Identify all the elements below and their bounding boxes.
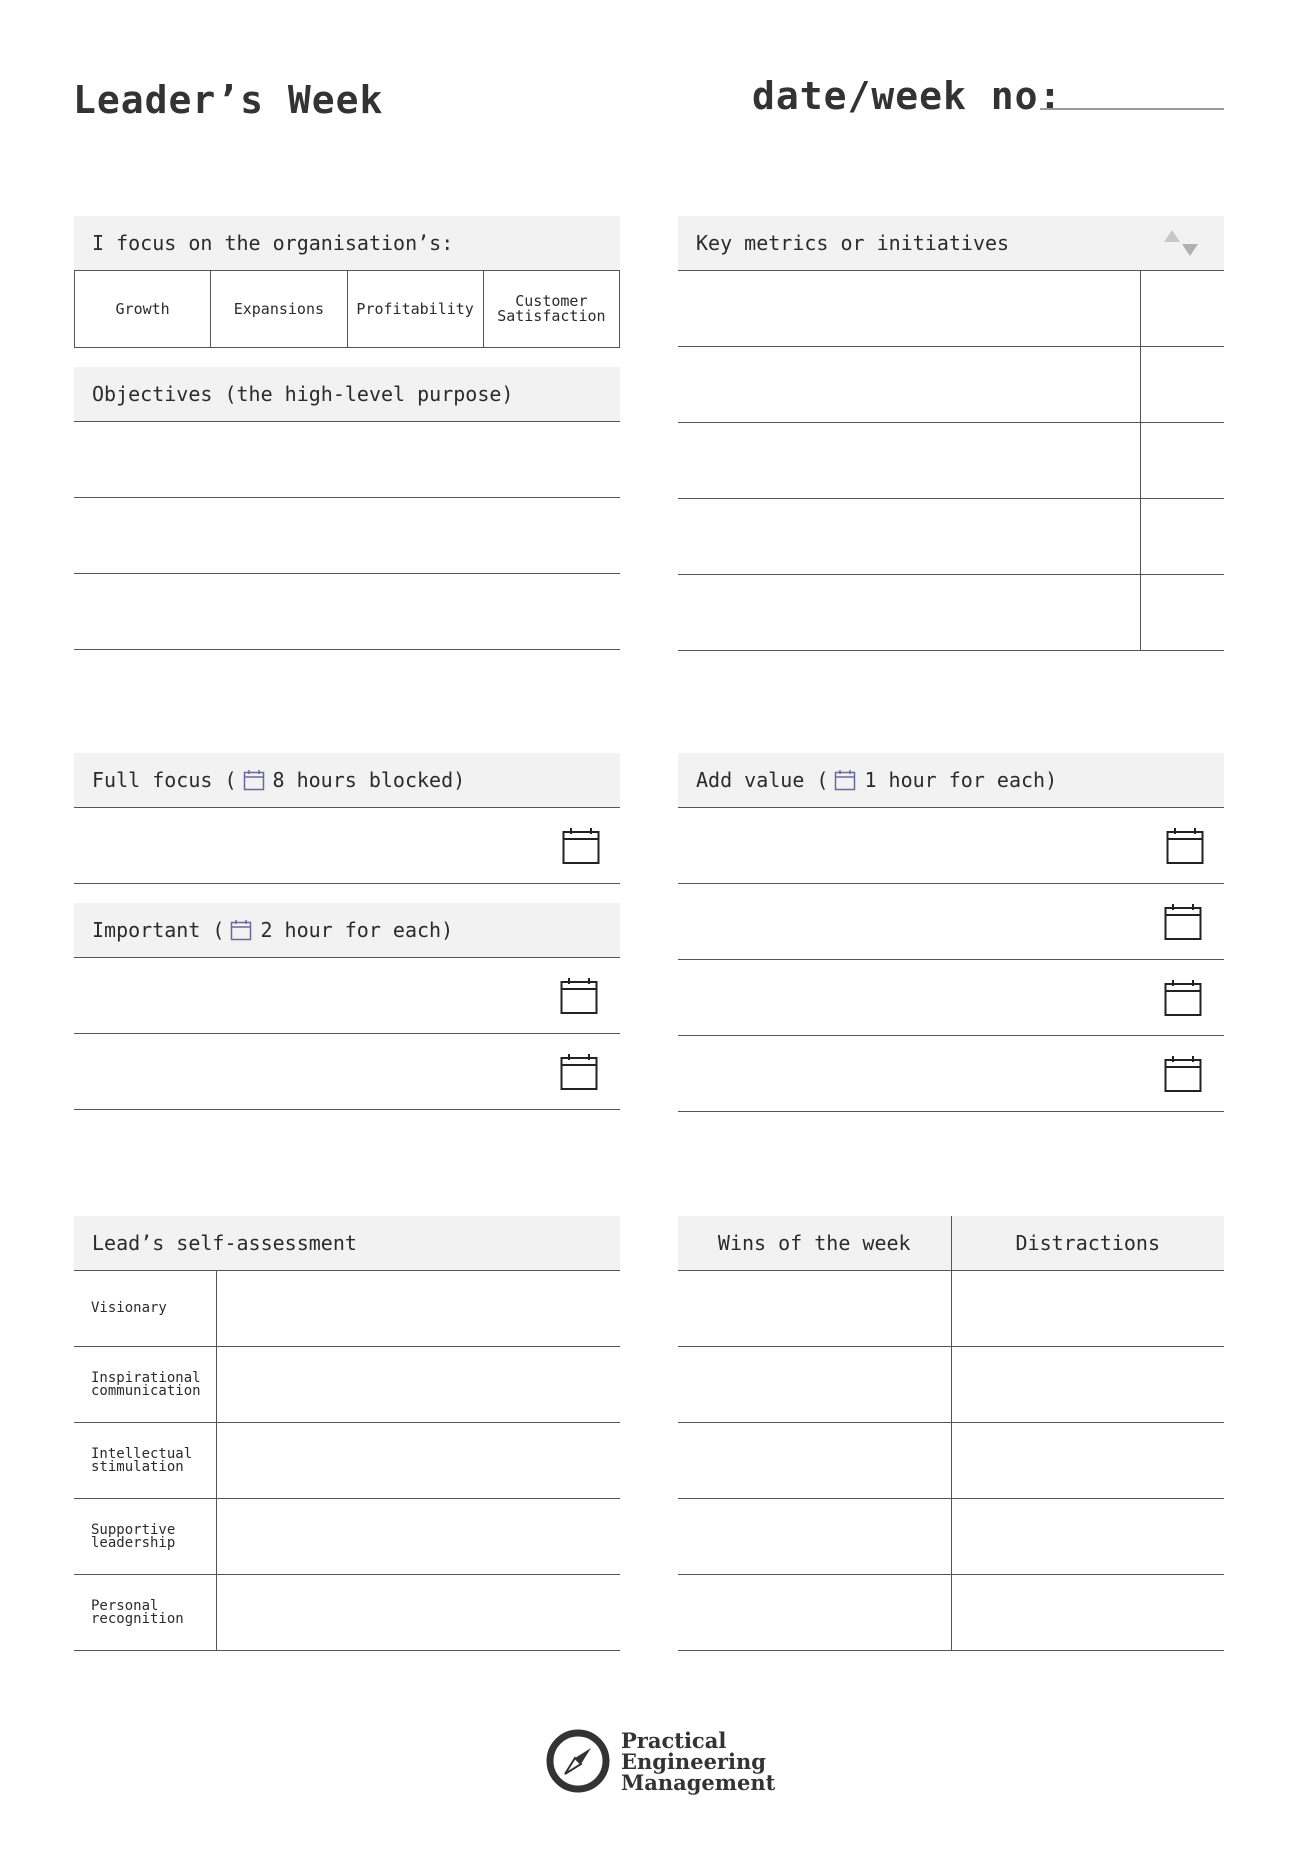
distraction-cell[interactable] — [952, 1347, 1225, 1422]
self-assessment-section — [74, 1216, 620, 1651]
wins-distractions-row — [678, 1499, 1224, 1575]
page-title: Leader’s Week — [73, 78, 384, 122]
metrics-section — [678, 216, 1224, 651]
metrics-heading: Key metrics or initiatives — [678, 216, 1224, 271]
calendar-icon[interactable] — [560, 977, 598, 1015]
focus-heading: I focus on the organisation’s: — [74, 216, 620, 271]
important-section — [74, 903, 620, 1110]
focus-section — [74, 216, 620, 348]
add-value-row[interactable] — [678, 808, 1224, 884]
focus-area-expansions[interactable]: Expansions — [211, 271, 347, 347]
footer-logo — [545, 1728, 775, 1794]
self-assessment-value[interactable] — [217, 1271, 620, 1346]
full-focus-section — [74, 753, 620, 884]
objectives-heading: Objectives (the high-level purpose) — [74, 367, 620, 422]
focus-area-growth[interactable]: Growth — [75, 271, 211, 347]
self-assessment-value[interactable] — [217, 1423, 620, 1498]
self-assessment-row — [74, 1499, 620, 1575]
add-value-row[interactable] — [678, 960, 1224, 1036]
metric-row[interactable] — [678, 423, 1224, 499]
self-assessment-row — [74, 1423, 620, 1499]
distractions-heading: Distractions — [1015, 1231, 1160, 1255]
self-assessment-label: Visionary — [74, 1271, 217, 1346]
metric-row[interactable] — [678, 499, 1224, 575]
self-assessment-row — [74, 1271, 620, 1347]
self-assessment-label: Supportive leadership — [74, 1499, 217, 1574]
full-focus-row[interactable] — [74, 808, 620, 884]
metric-row[interactable] — [678, 575, 1224, 651]
self-assessment-label: Personal recognition — [74, 1575, 217, 1650]
calendar-icon[interactable] — [562, 827, 600, 865]
calendar-icon[interactable] — [1164, 903, 1202, 941]
win-cell[interactable] — [678, 1575, 952, 1650]
self-assessment-label: Inspirational communication — [74, 1347, 217, 1422]
add-value-section — [678, 753, 1224, 1112]
wins-distractions-row — [678, 1347, 1224, 1423]
objective-row[interactable] — [74, 498, 620, 574]
self-assessment-label: Intellectual stimulation — [74, 1423, 217, 1498]
objectives-section — [74, 367, 620, 650]
calendar-icon — [230, 919, 252, 941]
calendar-icon[interactable] — [1164, 1055, 1202, 1093]
win-cell[interactable] — [678, 1347, 952, 1422]
calendar-icon[interactable] — [560, 1053, 598, 1091]
win-cell[interactable] — [678, 1423, 952, 1498]
add-value-heading: Add value ( 1 hour for each) — [678, 753, 1224, 808]
win-cell[interactable] — [678, 1271, 952, 1346]
self-assessment-row — [74, 1347, 620, 1423]
self-assessment-value[interactable] — [217, 1575, 620, 1650]
objective-row[interactable] — [74, 422, 620, 498]
metric-row[interactable] — [678, 271, 1224, 347]
add-value-row[interactable] — [678, 884, 1224, 960]
important-row[interactable] — [74, 1034, 620, 1110]
wins-distractions-section — [678, 1216, 1224, 1651]
distraction-cell[interactable] — [952, 1499, 1225, 1574]
sort-arrows-icon[interactable] — [1162, 228, 1202, 260]
focus-area-customer-satisfaction[interactable]: Customer Satisfaction — [497, 292, 606, 325]
focus-areas — [74, 271, 620, 348]
wins-distractions-header — [678, 1216, 1224, 1271]
self-assessment-heading: Lead’s self-assessment — [74, 1216, 620, 1271]
important-heading: Important ( 2 hour for each) — [74, 903, 620, 958]
important-row[interactable] — [74, 958, 620, 1034]
self-assessment-value[interactable] — [217, 1347, 620, 1422]
compass-icon — [545, 1728, 611, 1794]
objective-row[interactable] — [74, 574, 620, 650]
wins-heading: Wins of the week — [678, 1216, 952, 1270]
win-cell[interactable] — [678, 1499, 952, 1574]
calendar-icon[interactable] — [1164, 979, 1202, 1017]
calendar-icon — [243, 769, 265, 791]
distraction-cell[interactable] — [952, 1423, 1225, 1498]
distraction-cell[interactable] — [952, 1271, 1225, 1346]
self-assessment-row — [74, 1575, 620, 1651]
self-assessment-value[interactable] — [217, 1499, 620, 1574]
week-input-line[interactable] — [1040, 108, 1224, 110]
wins-distractions-row — [678, 1423, 1224, 1499]
distraction-cell[interactable] — [952, 1575, 1225, 1650]
logo-text: Practical Engineering Management — [621, 1727, 776, 1795]
calendar-icon — [834, 769, 856, 791]
wins-distractions-row — [678, 1271, 1224, 1347]
add-value-row[interactable] — [678, 1036, 1224, 1112]
focus-area-profitability[interactable]: Profitability — [348, 271, 484, 347]
calendar-icon[interactable] — [1166, 827, 1204, 865]
full-focus-heading: Full focus ( 8 hours blocked) — [74, 753, 620, 808]
week-label: date/week no: — [752, 74, 1063, 118]
metric-row[interactable] — [678, 347, 1224, 423]
wins-distractions-row — [678, 1575, 1224, 1651]
